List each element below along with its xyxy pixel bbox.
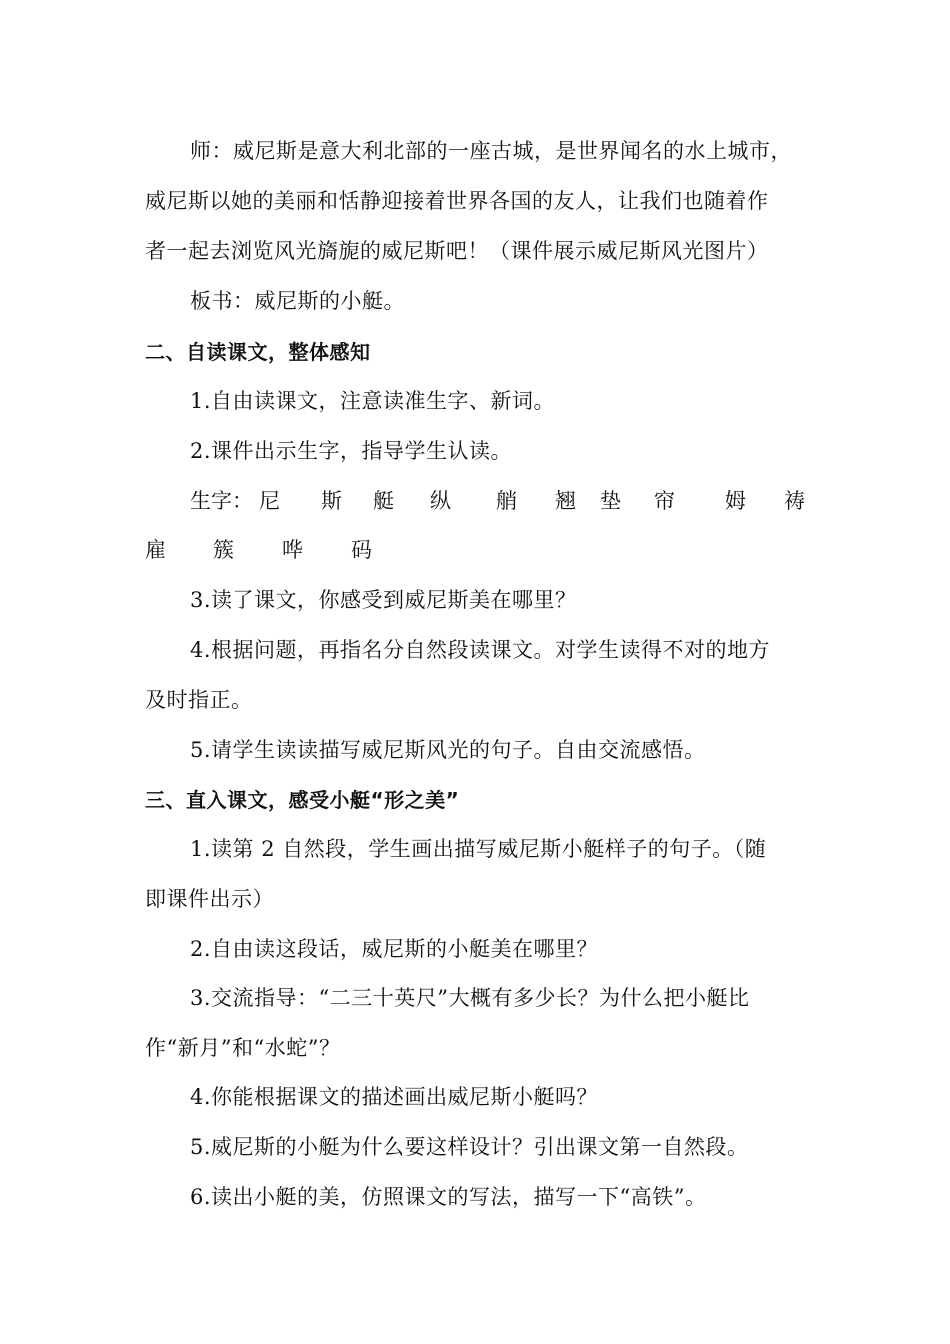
new-character: 纵 [430,489,451,513]
new-character: 斯 [321,489,342,513]
paragraph-intro-line-1: 师：威尼斯是意大利北部的一座古城，是世界闻名的水上城市， [190,139,792,163]
paragraph-intro-line-3: 者一起去浏览风光旖旎的威尼斯吧！（课件展示威尼斯风光图片） [145,239,769,263]
list-item-continuation: 及时指正。 [145,688,253,712]
list-item: 4.你能根据课文的描述画出威尼斯小艇吗？ [190,1085,599,1109]
section-heading-3: 三、直入课文，感受小艇“形之美” [145,788,460,812]
list-item-continuation: 即课件出示） [145,887,274,911]
new-character: 姆 [725,489,746,513]
blackboard-note: 板书：威尼斯的小艇。 [190,289,405,313]
new-characters-row-1 [190,486,815,516]
list-item: 4.根据问题，再指名分自然段读课文。对学生读得不对的地方 [190,638,771,662]
list-item: 1.读第 2 自然段，学生画出描写威尼斯小艇样子的句子。（随 [190,837,767,861]
new-characters-row-2 [145,535,770,565]
list-item: 2.课件出示生字，指导学生认读。 [190,439,513,463]
list-item: 3.读了课文，你感受到威尼斯美在哪里？ [190,588,577,612]
section-heading-2: 二、自读课文，整体感知 [145,340,371,364]
new-character: 帘 [654,489,675,513]
list-item-continuation: 作“新月”和“水蛇”？ [145,1036,341,1060]
paragraph-intro-line-2: 威尼斯以她的美丽和恬静迎接着世界各国的友人，让我们也随着作 [145,189,769,213]
new-character: 簇 [213,538,234,562]
list-item: 5.威尼斯的小艇为什么要这样设计？引出课文第一自然段。 [190,1135,749,1159]
new-characters-label: 生字： [190,489,253,513]
new-character: 哗 [282,538,303,562]
new-character: 艄 [496,489,517,513]
list-item: 1.自由读课文，注意读准生字、新词。 [190,389,556,413]
new-character: 翘 [555,489,576,513]
list-item: 2.自由读这段话，威尼斯的小艇美在哪里？ [190,937,599,961]
new-character: 垫 [600,489,621,513]
list-item: 3.交流指导：“二三十英尺”大概有多少长？为什么把小艇比 [190,986,750,1010]
new-character: 祷 [784,489,805,513]
list-item: 5.请学生读读描写威尼斯风光的句子。自由交流感悟。 [190,738,706,762]
list-item: 6.读出小艇的美，仿照课文的写法，描写一下“高铁”。 [190,1185,707,1209]
new-character: 尼 [259,489,280,513]
new-character: 码 [351,538,372,562]
new-character: 艇 [373,489,394,513]
new-character: 雇 [145,538,166,562]
